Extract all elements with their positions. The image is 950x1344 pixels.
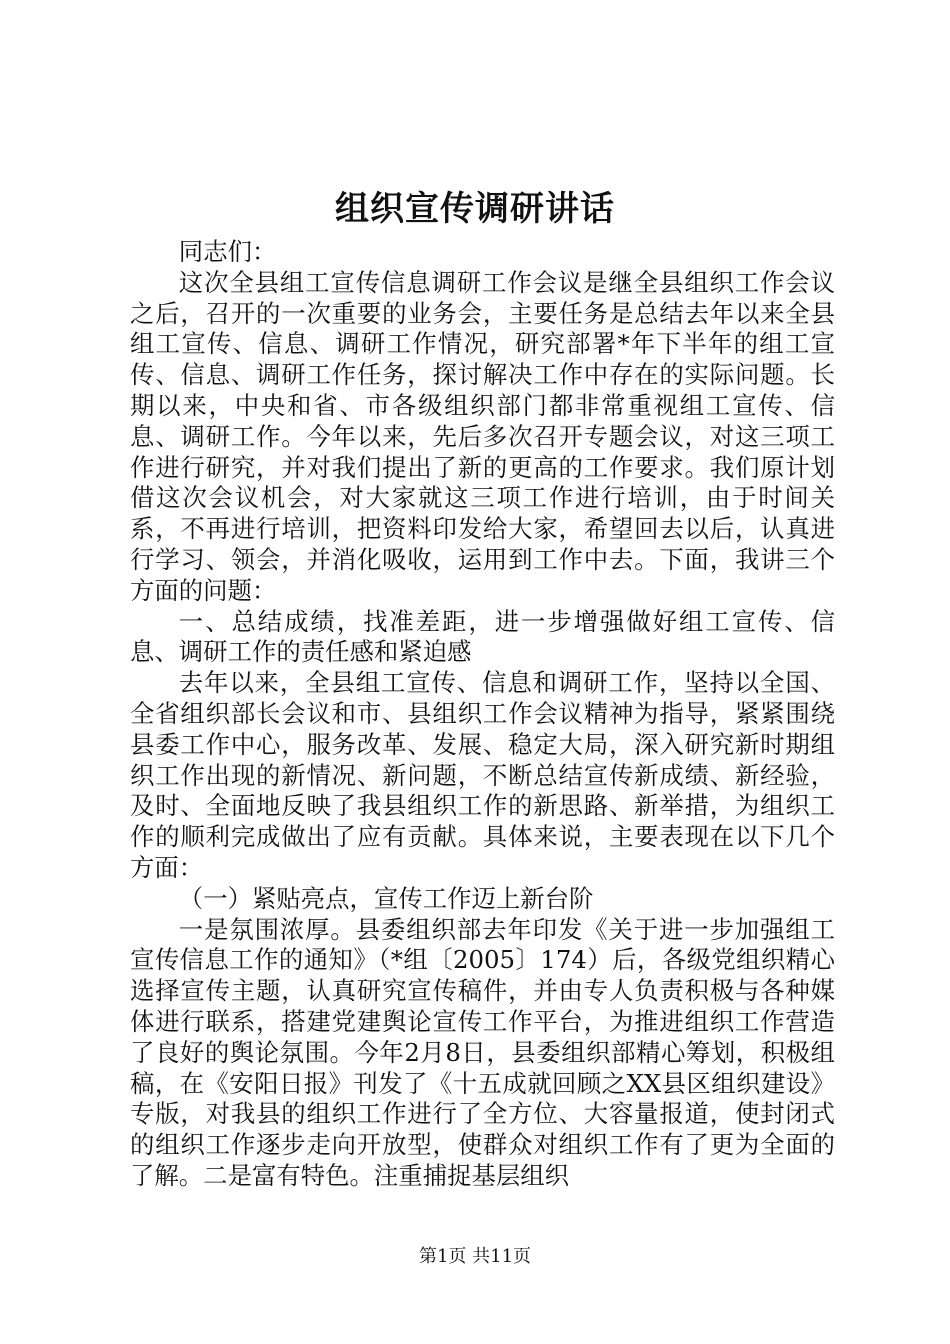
page-title: 组织宣传调研讲话 (335, 189, 615, 229)
subsection-heading-1: （一）紧贴亮点，宣传工作迈上新台阶 (178, 883, 594, 913)
section-heading-1: 一、总结成绩，找准差距，进一步增强做好组工宣传、信息、调研工作的责任感和紧迫感 (130, 606, 835, 667)
paragraph-intro: 这次全县组工宣传信息调研工作会议是继全县组织工作会议之后，召开的一次重要的业务会，主要任务是总结去年以来全县组工宣传、信息、调研工作情况，研究部署*年下半年的组工宣传、信息、调研工作任务，探讨解决工作中存在的实际问题。长期以来，中央和省、市各级组织部门都非常重视组工宣传、信息、调研工作。今年以来，先后多次召开专题会议，对这三项工作进行研究，并对我们提出了新的更高的工作要求。我们原计划借这次会议机会，对大家就这三项工作进行培训，由于时间关系，不再进行培训，把资料印发给大家，希望回去以后，认真进行学习、领会，并消化吸收，运用到工作中去。下面，我讲三个方面的问题： (130, 267, 835, 605)
page-footer: 第1页 共11页 (418, 1246, 532, 1267)
paragraph-salutation: 同志们： (178, 237, 277, 266)
paragraph-detail: 一是氛围浓厚。县委组织部去年印发《关于进一步加强组工宣传信息工作的通知》（*组〔2005〕174）后，各级党组织精心选择宣传主题，认真研究宣传稿件，并由专人负责积极与各种媒体进行联系，搭建党建舆论宣传工作平台，为推进组织工作营造了良好的舆论氛围。今年2月8日，县委组织部精心筹划，积极组稿，在《安阳日报》刊发了《十五成就回顾之XX县区组织建设》专版，对我县的组织工作进行了全方位、大容量报道，使封闭式的组织工作逐步走向开放型，使群众对组织工作有了更为全面的了解。二是富有特色。注重捕捉基层组织 (130, 914, 835, 1190)
document-body (130, 237, 835, 1192)
paragraph-summary: 去年以来，全县组工宣传、信息和调研工作，坚持以全国、全省组织部长会议和市、县组织工作会议精神为指导，紧紧围绕县委工作中心，服务改革、发展、稳定大局，深入研究新时期组织工作出现的新情况、新问题，不断总结宣传新成绩、新经验，及时、全面地反映了我县组织工作的新思路、新举措，为组织工作的顺利完成做出了应有贡献。具体来说，主要表现在以下几个方面： (130, 668, 835, 882)
